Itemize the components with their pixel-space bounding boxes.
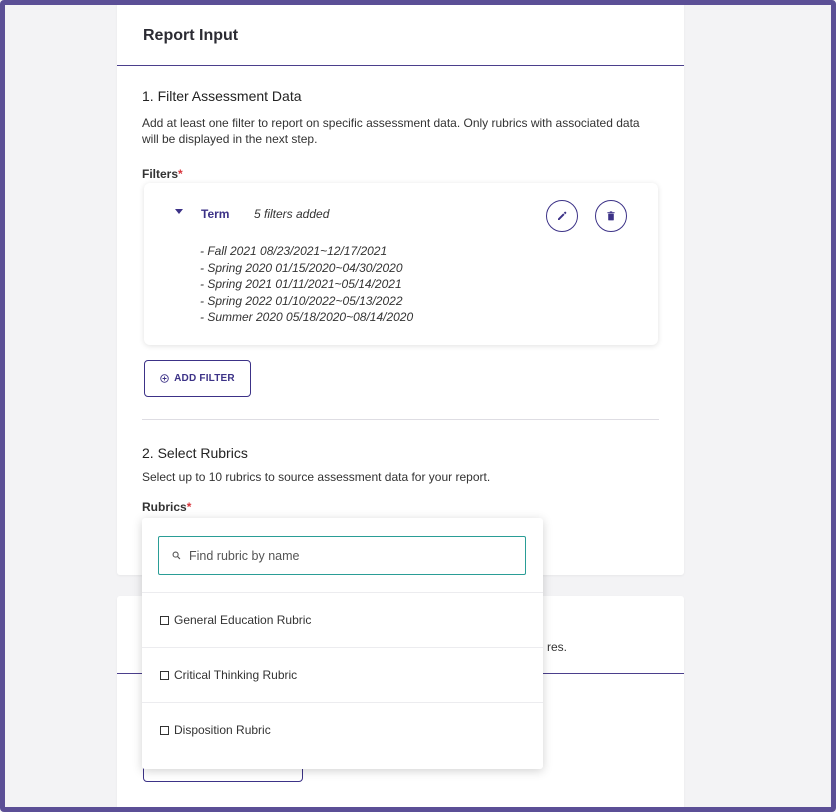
caret-down-icon[interactable] — [175, 209, 183, 214]
required-asterisk: * — [178, 167, 183, 181]
step1-description: Add at least one filter to report on specific assessment data. Only rubrics with associated data will be displayed in the next step. — [142, 116, 640, 146]
term-filter-item: - Spring 2022 01/10/2022~05/13/2022 — [200, 293, 403, 308]
header-divider — [117, 65, 684, 66]
step2-description: Select up to 10 rubrics to source assessment data for your report. — [142, 470, 491, 484]
rubric-option-label: Critical Thinking Rubric — [174, 668, 298, 682]
rubric-option-label: General Education Rubric — [174, 613, 312, 627]
trash-icon — [605, 210, 617, 222]
term-filter-item: - Summer 2020 05/18/2020~08/14/2020 — [200, 310, 414, 324]
term-filter-count: 5 filters added — [254, 207, 330, 221]
plus-circle-icon — [160, 374, 169, 383]
rubric-dropdown — [142, 518, 543, 769]
step2-title: 2. Select Rubrics — [142, 445, 248, 461]
term-filter-item: - Spring 2021 01/11/2021~05/14/2021 — [200, 277, 402, 291]
add-filter-label: ADD FILTER — [174, 373, 235, 384]
checkbox-icon[interactable] — [160, 616, 169, 625]
section-divider — [142, 419, 659, 420]
step1-title: 1. Filter Assessment Data — [142, 88, 302, 104]
report-input-card — [117, 0, 684, 575]
edit-filter-button[interactable] — [546, 200, 578, 232]
term-filter-label[interactable]: Term — [201, 207, 230, 221]
search-icon — [172, 551, 181, 560]
rubric-option-label: Disposition Rubric — [174, 723, 271, 737]
required-asterisk: * — [186, 500, 192, 514]
term-filter-list — [200, 243, 413, 326]
checkbox-icon[interactable] — [160, 671, 169, 680]
rubrics-label: Rubrics* — [142, 500, 192, 514]
rubric-option[interactable] — [142, 592, 543, 647]
add-filter-button[interactable] — [144, 360, 251, 397]
term-filter-item: - Fall 2021 08/23/2021~12/17/2021 — [200, 244, 388, 258]
pencil-icon — [556, 210, 568, 222]
card-title: Report Input — [143, 27, 239, 44]
rubric-option[interactable] — [142, 702, 543, 757]
delete-filter-button[interactable] — [595, 200, 627, 232]
rubric-option[interactable] — [142, 647, 543, 702]
rubric-options-list — [142, 592, 543, 757]
rubric-search-field[interactable] — [158, 536, 526, 575]
rubric-search-input[interactable] — [187, 548, 525, 564]
term-filter-item: - Spring 2020 01/15/2020~04/30/2020 — [200, 260, 403, 275]
card2-partial-text: res. — [547, 640, 568, 654]
filters-label: Filters* — [142, 167, 183, 181]
checkbox-icon[interactable] — [160, 726, 169, 735]
term-filter-panel — [144, 183, 658, 345]
